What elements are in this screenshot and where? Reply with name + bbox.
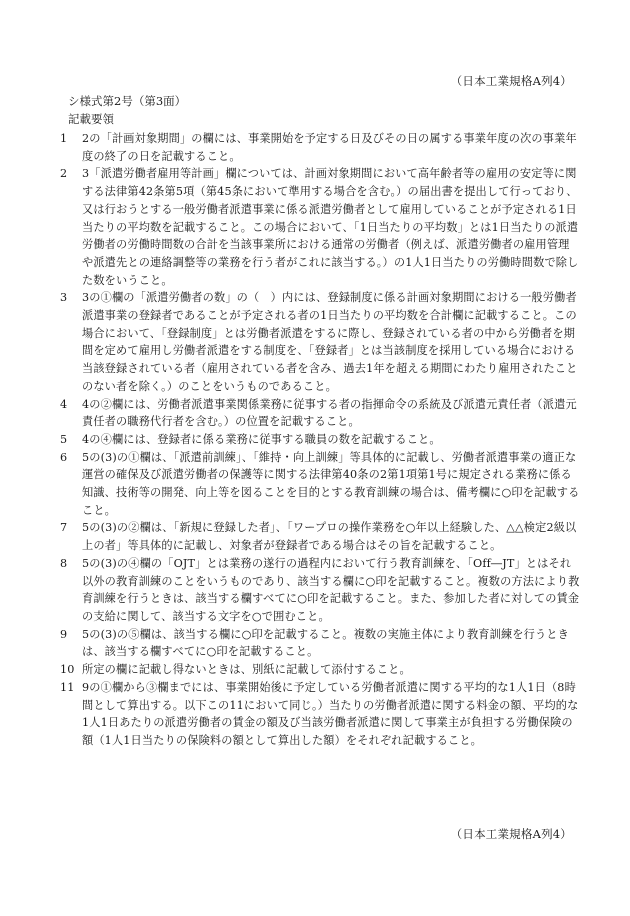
item-number: 7 [60,521,68,535]
instruction-item-2 [60,165,580,289]
item-text: 2の「計画対象期間」の欄には、事業開始を予定する日及びその日の属する事業年度の次の事業年度の終了の日を記載すること。 [82,132,577,163]
item-number: 11 [60,680,75,694]
item-text: 4の④欄には、登録者に係る業務に従事する職員の数を記載すること。 [82,432,441,446]
item-text: 5の(3)の④欄の「OJT」とは業務の遂行の過程内において行う教育訓練を、「Off―JT」とはそれ以外の教育訓練のことをいうものであり、該当する欄に○印を記載すること。複数の方法により教育訓練を行うときは、該当する欄すべてに○印を記載すること。また、参加した者に対しての賃金の支給に関して、該当する文字を○で囲むこと。 [82,556,580,623]
item-text: 所定の欄に記載し得ないときは、別紙に記載して添付すること。 [82,663,411,677]
item-number: 10 [60,663,75,677]
instruction-item-8 [60,555,580,626]
section-title: 記載要領 [68,112,114,126]
instruction-item-6 [60,449,580,520]
item-text: 5の(3)の②欄は、「新規に登録した者」、「ワープロの操作業務を○年以上経験した、△△検定2級以上の者」等具体的に記載し、対象者が登録者である場合はその旨を記載すること。 [82,521,577,553]
instruction-item-1 [60,130,580,165]
instruction-list [60,130,580,750]
instruction-item-10 [60,661,580,679]
instruction-item-11 [60,679,580,750]
item-text: 3「派遣労働者雇用等計画」欄については、計画対象期間において高年齢者等の雇用の安定等に関する法律第42条第5項（第45条において準用する場合を含む。）の届出書を提出して行っており、又は行おうとする一般労働者派遣事業に係る派遣労働者として雇用していることが予定される1日当たりの平均数を記載すること。この場合において、「1日当たりの平均数」とは1日当たりの派遣労働者の労働時間数の合計を当該事業所における通常の労働者（例えば、派遣労働者の雇用管理や派遣先との連絡調整等の業務を行う者がこれに該当する。）の1人1日当たりの労働時間数で除した数をいうこと。 [82,167,579,287]
item-text: 3の①欄の「派遣労働者の数」の（ ）内には、登録制度に係る計画対象期間における一般労働者派遣事業の登録者であることが予定される者の1日当たりの平均数を合計欄に記載すること。この場合において、「登録制度」とは労働者派遣をするに際し、登録されている者の中から労働者を期間を定めて雇用し労働者派遣をする制度を、「登録者」とは当該制度を採用している場合における当該登録されている者（雇用されている者を含み、過去1年を超える期間にわたり雇用されたことのない者を除く。）のことをいうものであること。 [82,291,578,393]
item-number: 2 [60,167,68,181]
instruction-item-9 [60,626,580,661]
standard-note-top: （日本工業規格A列4） [450,74,572,88]
item-text: 4の②欄には、労働者派遣事業関係業務に従事する者の指揮命令の系統及び派遣元責任者（派遣元責任者の職務代行者を含む。）の位置を記載すること。 [82,397,577,429]
item-text: 5の(3)の①欄は、「派遣前訓練」、「維持・向上訓練」等具体的に記載し、労働者派遣事業の適正な運営の確保及び派遣労働者の保護等に関する法律第40条の2第1項第1号に規定される業務に係る知識、技術等の開発、向上等を図ることを目的とする教育訓練の場合は、備考欄に○印を記載すること。 [82,450,580,517]
item-number: 6 [60,450,68,464]
instruction-item-4 [60,396,580,431]
instruction-item-5 [60,431,580,449]
item-number: 3 [60,291,68,305]
item-number: 5 [60,432,68,446]
instruction-item-3 [60,289,580,395]
instruction-item-7 [60,519,580,554]
item-number: 9 [60,627,68,641]
item-number: 8 [60,556,68,570]
item-text: 5の(3)の⑤欄は、該当する欄に○印を記載すること。複数の実施主体により教育訓練を行うときは、該当する欄すべてに○印を記載すること。 [82,627,569,659]
item-number: 1 [60,132,68,145]
standard-note-bottom: （日本工業規格A列4） [450,827,572,841]
item-number: 4 [60,397,68,411]
form-title: シ様式第2号（第3面） [68,94,187,108]
item-text: 9の①欄から③欄までには、事業開始後に予定している労働者派遣に関する平均的な1人1日（8時間として算出する。以下この11において同じ。）当たりの労働者派遣に関する料金の額、平均的な1人1日あたりの派遣労働者の賃金の額及び当該労働者派遣に関して事業主が負担する労働保険の額（1人1日当たりの保険料の額として算出した額）をそれぞれ記載すること。 [82,680,579,747]
